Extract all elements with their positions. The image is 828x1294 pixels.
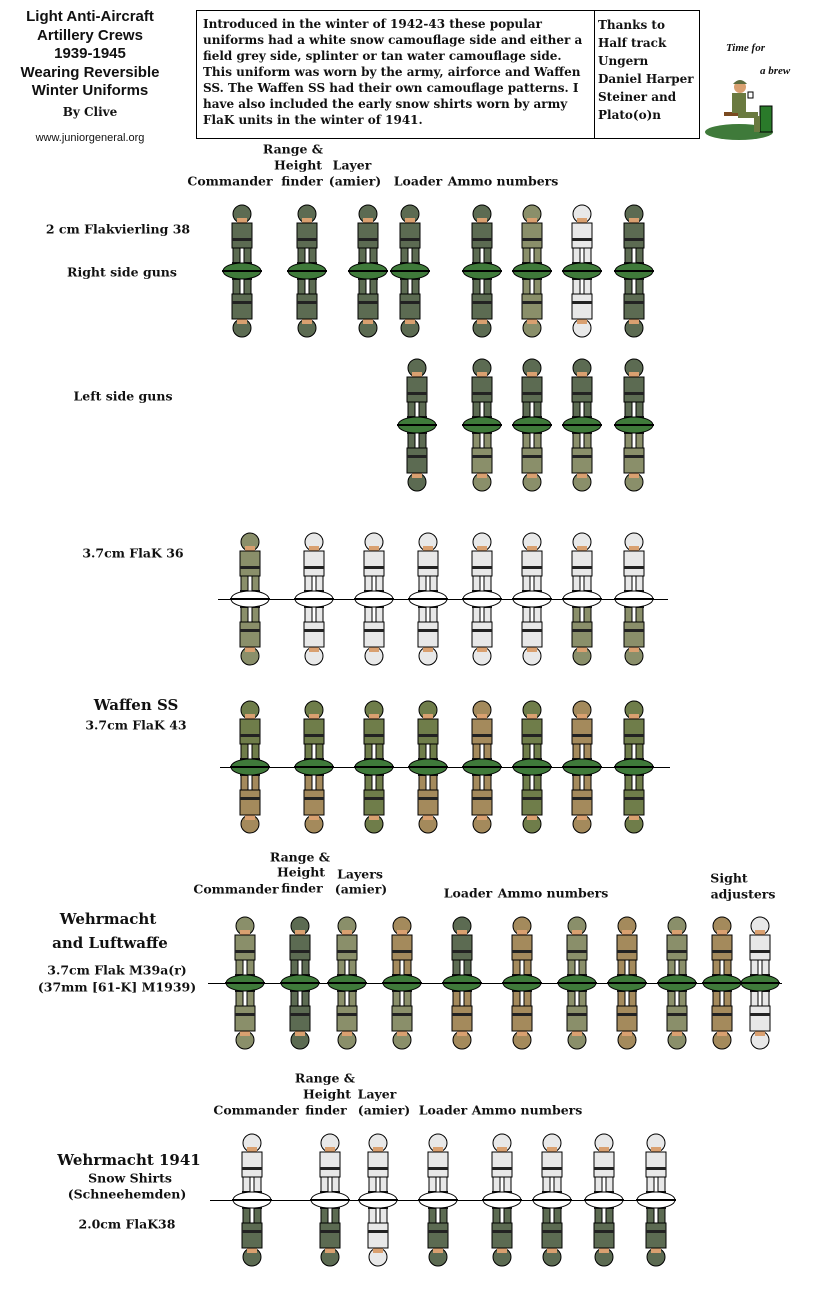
soldier-figure — [614, 524, 654, 674]
soldier-figure — [354, 524, 394, 674]
soldier-figure — [358, 1125, 398, 1275]
column-header: Height — [302, 1086, 352, 1102]
soldier-figure — [287, 196, 327, 346]
website[interactable]: www.juniorgeneral.org — [35, 132, 145, 144]
soldier-figure — [614, 196, 654, 346]
soldier-figure — [562, 196, 602, 346]
soldier-figure — [482, 1125, 522, 1275]
column-header: Commander — [193, 881, 279, 897]
soldier-figure — [584, 1125, 624, 1275]
section-label: and Luftwaffe — [52, 934, 168, 952]
soldier-figure — [614, 692, 654, 842]
column-header: Height — [276, 864, 326, 880]
soldier-figure — [442, 908, 482, 1058]
soldier-figure — [462, 350, 502, 500]
section-label: 2 cm Flakvierling 38 — [45, 221, 191, 237]
soldier-figure — [294, 692, 334, 842]
thanks-line: Ungern — [598, 54, 649, 68]
title-line: Wearing Reversible — [20, 63, 160, 81]
soldier-figure — [462, 524, 502, 674]
column-header: Loader — [418, 1102, 468, 1118]
column-header: Loader — [443, 885, 493, 901]
column-header: Ammo numbers — [447, 173, 559, 189]
soldier-figure — [532, 1125, 572, 1275]
soldier-figure — [636, 1125, 676, 1275]
section-label: Waffen SS — [93, 696, 179, 714]
column-header: (amier) — [357, 1102, 411, 1118]
thanks-line: Half track — [598, 36, 667, 50]
brew-caption: Time for — [726, 42, 765, 54]
column-header: finder — [305, 1102, 347, 1118]
title-line: Winter Uniforms — [31, 82, 149, 99]
soldier-figure — [562, 350, 602, 500]
soldier-drinking-icon — [704, 40, 804, 140]
column-header: finder — [281, 880, 323, 896]
section-label: 3.7cm FlaK 43 — [85, 717, 187, 733]
soldier-figure — [557, 908, 597, 1058]
section-label: Right side guns — [67, 264, 177, 280]
section-label: (Schneehemden) — [67, 1186, 187, 1202]
author: By Clive — [62, 104, 118, 119]
soldier-figure — [418, 1125, 458, 1275]
soldier-figure — [512, 524, 552, 674]
soldier-figure — [614, 350, 654, 500]
thanks-line: Steiner and — [598, 90, 677, 104]
column-header: Layer — [332, 157, 372, 173]
soldier-figure — [310, 1125, 350, 1275]
soldier-figure — [280, 908, 320, 1058]
soldier-figure — [512, 196, 552, 346]
soldier-figure — [382, 908, 422, 1058]
column-header: Loader — [393, 173, 443, 189]
soldier-figure — [222, 196, 262, 346]
column-header: Commander — [213, 1102, 299, 1118]
soldier-figure — [230, 692, 270, 842]
column-header: Commander — [187, 173, 273, 189]
column-header: Range & — [262, 141, 324, 157]
thanks-list — [595, 11, 697, 138]
soldier-figure — [390, 196, 430, 346]
column-header: Range & — [294, 1070, 356, 1086]
soldier-figure — [408, 524, 448, 674]
soldier-figure — [607, 908, 647, 1058]
soldier-figure — [702, 908, 742, 1058]
soldier-figure — [512, 692, 552, 842]
thanks-line: Plato(o)n — [598, 108, 661, 122]
intro-text: Introduced in the winter of 1942-43 these popular uniforms had a white snow camouflage side and either a field grey side, splinter or tan water camouflage side. This uniform was worn by the army, airforce and Waffen SS. The Waffen SS had their own camouflage patterns. I have also included the early snow shirts worn by army FlaK units in the winter of 1941. — [197, 11, 595, 138]
section-label: Wehrmacht — [59, 910, 157, 928]
soldier-figure — [354, 692, 394, 842]
thanks-line: Daniel Harper — [598, 72, 694, 86]
column-header: Height — [273, 157, 323, 173]
soldier-figure — [562, 692, 602, 842]
soldier-figure — [348, 196, 388, 346]
soldier-figure — [294, 524, 334, 674]
column-header: (amier) — [334, 881, 388, 897]
soldier-figure — [462, 196, 502, 346]
section-label: Left side guns — [73, 388, 173, 404]
soldier-figure — [512, 350, 552, 500]
soldier-figure — [408, 692, 448, 842]
brew-caption: a brew — [760, 65, 791, 77]
column-header: finder — [281, 173, 323, 189]
soldier-figure — [327, 908, 367, 1058]
column-header: Range & — [269, 849, 331, 865]
column-header: (amier) — [328, 173, 382, 189]
section-label: 2.0cm FlaK38 — [78, 1216, 176, 1232]
soldier-figure — [225, 908, 265, 1058]
column-header: Ammo numbers — [497, 885, 609, 901]
section-label: Snow Shirts — [88, 1170, 172, 1186]
soldier-figure — [740, 908, 780, 1058]
soldier-figure — [397, 350, 437, 500]
section-label: Wehrmacht 1941 — [57, 1151, 201, 1169]
section-label: 3.7cm Flak M39a(r) — [47, 962, 187, 978]
soldier-figure — [230, 524, 270, 674]
soldier-figure — [502, 908, 542, 1058]
title-line: 1939-1945 — [54, 45, 126, 62]
brew-illustration — [704, 40, 804, 140]
column-header: Sight — [710, 870, 748, 886]
thanks-line: Thanks to — [598, 18, 665, 32]
column-header: Layer — [357, 1086, 397, 1102]
column-header: Layers — [337, 866, 383, 882]
title-line: Light Anti-Aircraft — [26, 8, 154, 25]
section-label: 3.7cm FlaK 36 — [82, 545, 184, 561]
title-line: Artillery Crews — [37, 26, 143, 44]
info-box — [196, 10, 700, 139]
soldier-figure — [562, 524, 602, 674]
soldier-figure — [657, 908, 697, 1058]
section-label: (37mm [61-K] M1939) — [37, 979, 197, 995]
soldier-figure — [462, 692, 502, 842]
soldier-figure — [232, 1125, 272, 1275]
sheet-title — [4, 8, 176, 148]
column-header: adjusters — [710, 886, 776, 902]
column-header: Ammo numbers — [471, 1102, 583, 1118]
